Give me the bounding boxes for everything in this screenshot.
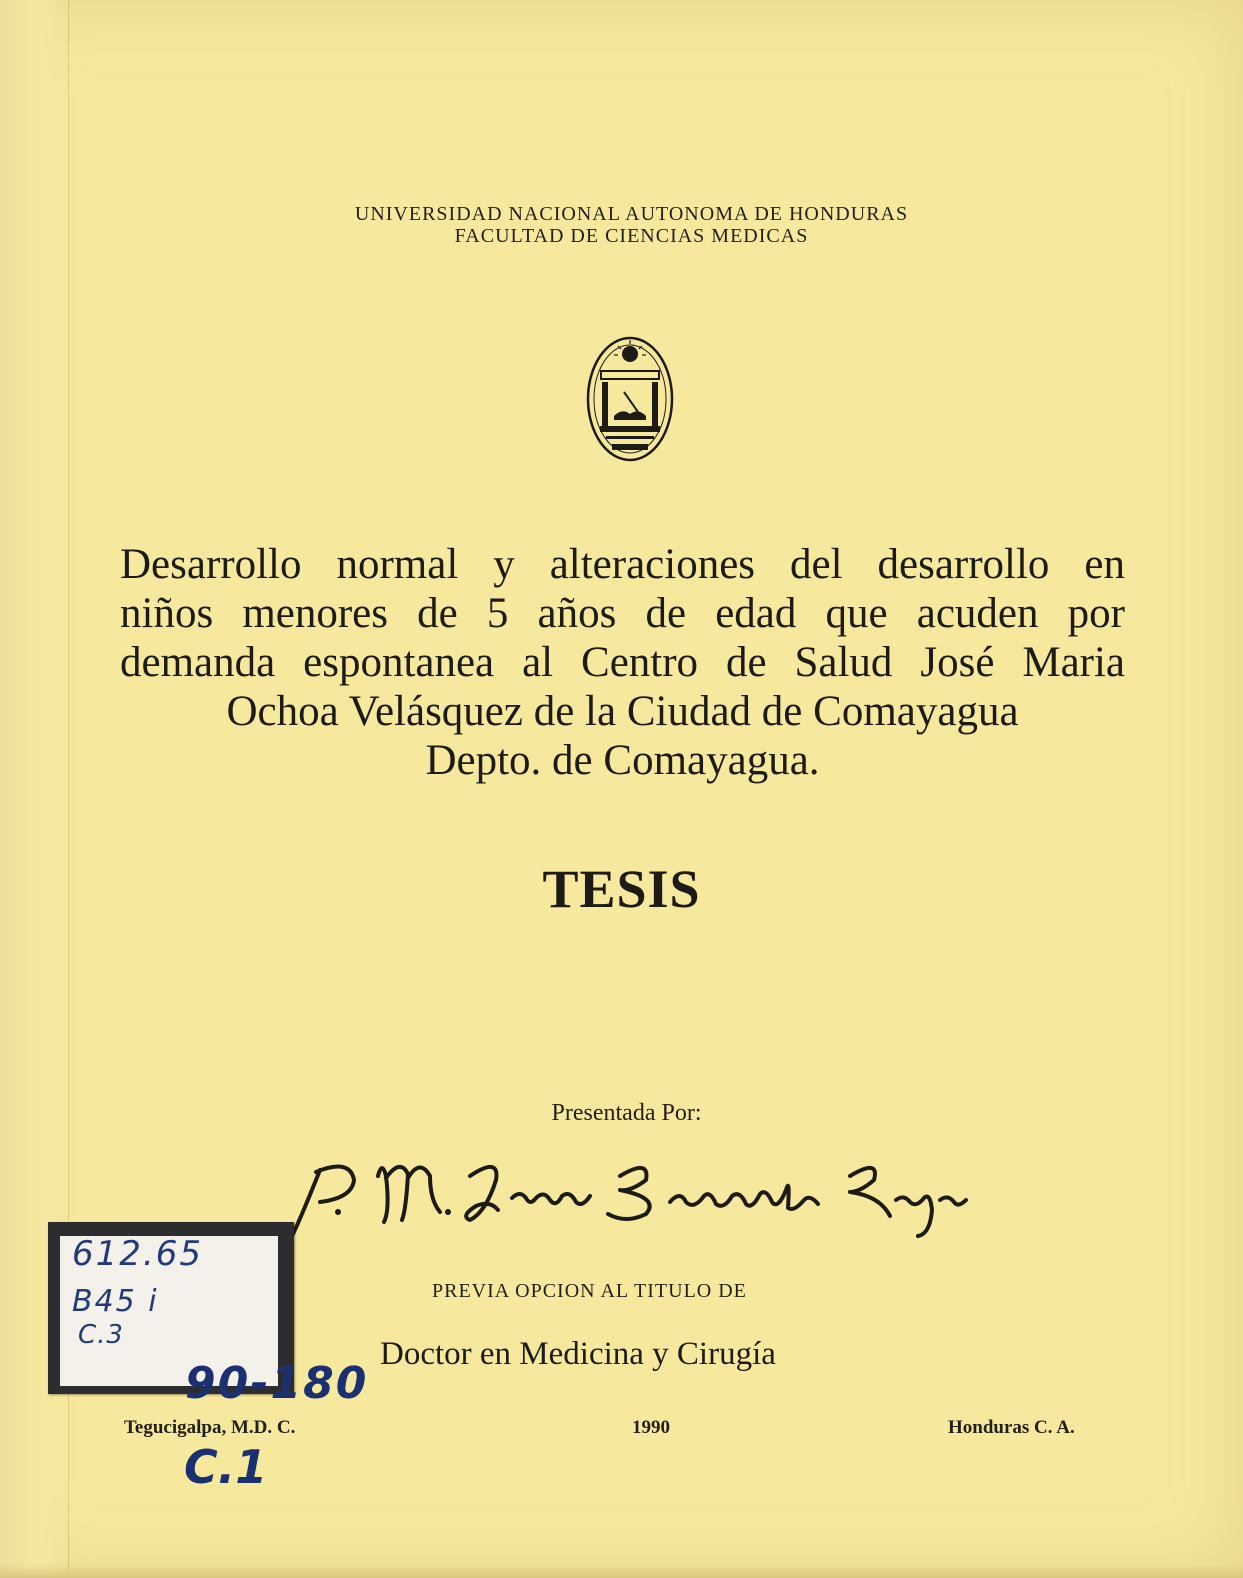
title-line-2: niños menores de 5 años de edad que acuden por: [120, 590, 1125, 637]
footer-city: Tegucigalpa, M.D. C.: [124, 1417, 296, 1438]
page-bottom-edge: [0, 1564, 1243, 1578]
author-signature: [290, 1150, 970, 1240]
faculty-name: FACULTAD DE CIENCIAS MEDICAS: [454, 225, 809, 247]
thesis-title: [120, 540, 1125, 785]
footer-country: Honduras C. A.: [948, 1417, 1075, 1438]
degree-title: Doctor en Medicina y Cirugía: [380, 1336, 776, 1372]
institution-header: [0, 203, 1243, 247]
call-number-line-1: 612.65: [72, 1234, 203, 1274]
degree-intro: PREVIA OPCION AL TITULO DE: [432, 1280, 747, 1302]
call-number-line-3: C.3: [78, 1320, 124, 1350]
title-line-4: Ochoa Velásquez de la Ciudad de Comayagua: [226, 688, 1019, 735]
title-line-3: demanda espontanea al Centro de Salud José Maria: [120, 639, 1125, 686]
title-line-5: Depto. de Comayagua.: [425, 737, 820, 784]
accession-stamp-number: 90-180: [185, 1358, 369, 1409]
footer-year: 1990: [632, 1417, 670, 1438]
university-seal-icon: [586, 336, 674, 462]
title-line-1: Desarrollo normal y alteraciones del desarrollo en: [120, 541, 1125, 588]
document-type-heading: TESIS: [542, 859, 701, 919]
copy-mark: C.1: [184, 1440, 268, 1494]
presented-by-label: Presentada Por:: [551, 1100, 702, 1126]
university-name: UNIVERSIDAD NACIONAL AUTONOMA DE HONDURAS: [354, 203, 909, 225]
call-number-line-2: B45 i: [72, 1284, 159, 1319]
